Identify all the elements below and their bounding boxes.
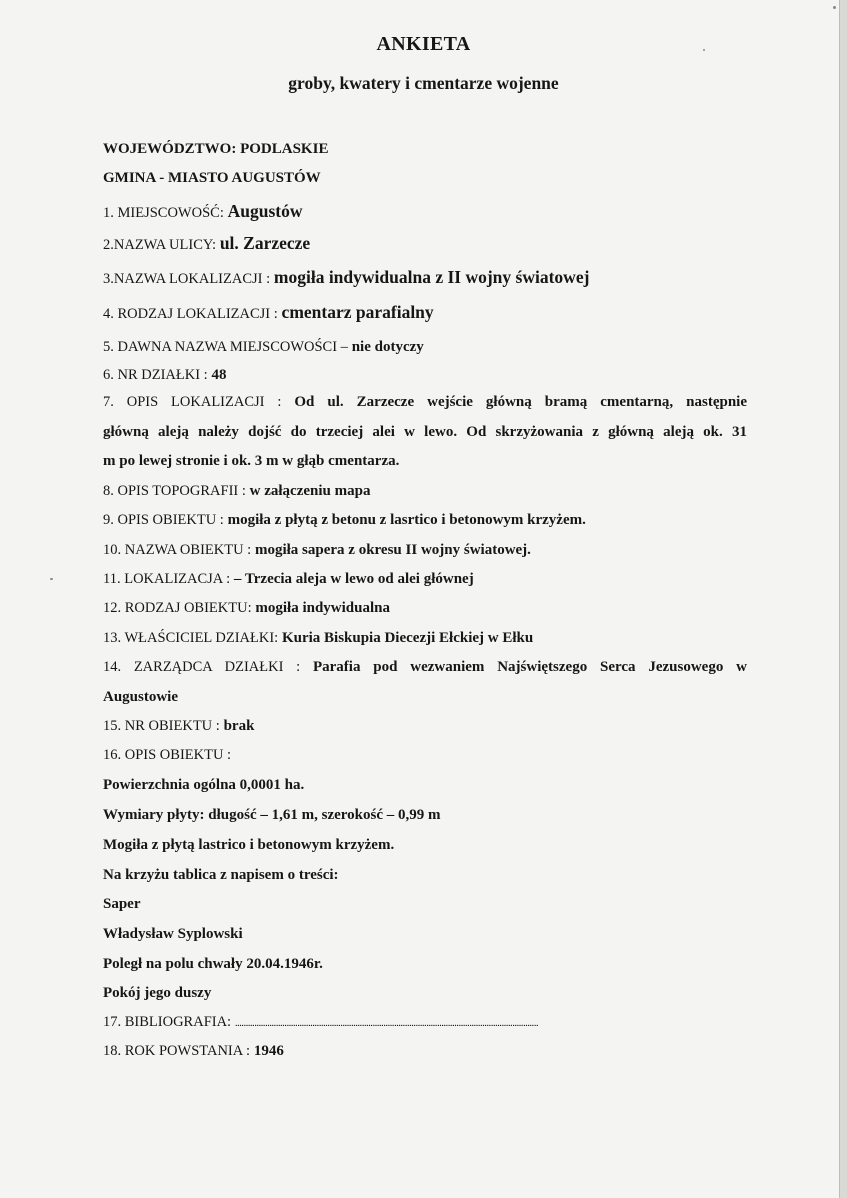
item-9-value: mogiła z płytą z betonu z lasrtico i betonowym krzyżem. (227, 512, 586, 528)
item-2-label: 2.NAZWA ULICY: (103, 237, 217, 253)
item-1-value: Augustów (227, 201, 303, 221)
scan-speck (703, 49, 705, 51)
item-18-label: 18. ROK POWSTANIA : (103, 1043, 251, 1059)
item-9-label: 9. OPIS OBIEKTU : (103, 512, 224, 528)
object-desc-line-4: Na krzyżu tablica z napisem o treści: (103, 867, 339, 883)
item-1 (103, 201, 303, 223)
commune-line: GMINA - MIASTO AUGUSTÓW (103, 170, 321, 186)
item-14-value-1: Parafia pod wezwaniem Najświętszego Serca Jezusowego w (312, 659, 747, 675)
item-13-value: Kuria Biskupia Diecezji Ełckiej w Ełku (281, 630, 534, 646)
item-5-label: 5. DAWNA NAZWA MIEJSCOWOŚCI – (103, 339, 348, 355)
item-6-value: 48 (211, 367, 227, 383)
item-6-label: 6. NR DZIAŁKI : (103, 367, 208, 383)
document-title: ANKIETA (376, 33, 471, 55)
object-desc-line-1: Powierzchnia ogólna 0,0001 ha. (103, 777, 305, 793)
item-7-value-2: główną aleją należy dojść do trzeciej alei w lewo. Od skrzyżowania z główną aleją ok. 31 (103, 424, 747, 440)
item-10 (103, 540, 531, 560)
item-4-label: 4. RODZAJ LOKALIZACJI : (103, 306, 278, 322)
item-18-value: 1946 (253, 1043, 284, 1059)
item-3 (103, 267, 589, 289)
item-11-label: 11. LOKALIZACJA : (103, 571, 231, 587)
item-17-value: ............................................................................................................................................. (234, 1017, 538, 1029)
item-1-label: 1. MIEJSCOWOŚĆ: (103, 205, 224, 221)
item-9 (103, 510, 586, 530)
item-7-value-1: Od ul. Zarzecze wejście główną bramą cmentarną, następnie (294, 394, 747, 410)
object-desc-line-8: Pokój jego duszy (103, 985, 212, 1001)
item-15 (103, 716, 254, 736)
item-16 (103, 745, 231, 765)
item-12-value: mogiła indywidualna (255, 600, 391, 616)
item-4-value: cmentarz parafialny (281, 302, 434, 322)
object-desc-line-5: Saper (103, 896, 141, 912)
object-desc-line-3: Mogiła z płytą lastrico i betonowym krzyżem. (103, 837, 395, 853)
scan-edge-line (839, 0, 840, 1198)
object-desc-line-6: Władysław Syplowski (103, 926, 243, 942)
item-7-value-3: m po lewej stronie i ok. 3 m w głąb cmentarza. (103, 453, 400, 469)
object-desc-line-2: Wymiary płyty: długość – 1,61 m, szerokość – 0,99 m (103, 807, 441, 823)
item-4 (103, 302, 434, 324)
scan-speck (50, 578, 53, 580)
item-7-label: 7. OPIS LOKALIZACJI : (103, 394, 282, 410)
voivodeship-line: WOJEWÓDZTWO: PODLASKIE (103, 141, 329, 157)
item-11 (103, 569, 474, 589)
item-2 (103, 233, 310, 255)
scan-speck (833, 6, 836, 9)
item-17-label: 17. BIBLIOGRAFIA: (103, 1014, 232, 1030)
item-13-label: 13. WŁAŚCICIEL DZIAŁKI: (103, 630, 279, 646)
item-14-value-2: Augustowie (103, 689, 179, 705)
item-10-value: mogiła sapera z okresu II wojny światowej. (254, 542, 531, 558)
item-5 (103, 337, 424, 357)
item-15-label: 15. NR OBIEKTU : (103, 718, 220, 734)
item-12-label: 12. RODZAJ OBIEKTU: (103, 600, 252, 616)
item-5-value: nie dotyczy (351, 339, 424, 355)
item-14-label: 14. ZARZĄDCA DZIAŁKI : (103, 659, 301, 675)
item-8-label: 8. OPIS TOPOGRAFII : (103, 483, 246, 499)
item-13 (103, 628, 533, 648)
item-18 (103, 1041, 284, 1061)
item-8 (103, 481, 370, 501)
item-8-value: w załączeniu mapa (249, 483, 371, 499)
item-12 (103, 598, 390, 618)
item-6 (103, 365, 226, 385)
document-subtitle: groby, kwatery i cmentarze wojenne (288, 73, 559, 93)
scan-edge (840, 0, 847, 1198)
item-17 (103, 1012, 538, 1033)
item-11-value: – Trzecia aleja w lewo od alei głównej (233, 571, 474, 587)
item-16-label: 16. OPIS OBIEKTU : (103, 747, 232, 763)
item-10-label: 10. NAZWA OBIEKTU : (103, 542, 252, 558)
item-7-line-1 (103, 392, 747, 412)
object-desc-line-7: Poległ na polu chwały 20.04.1946r. (103, 956, 323, 972)
item-3-value: mogiła indywidualna z II wojny światowej (273, 267, 590, 287)
item-15-value: brak (223, 718, 255, 734)
item-3-label: 3.NAZWA LOKALIZACJI : (103, 271, 271, 287)
item-14-line-1 (103, 657, 747, 677)
item-2-value: ul. Zarzecze (219, 233, 311, 253)
